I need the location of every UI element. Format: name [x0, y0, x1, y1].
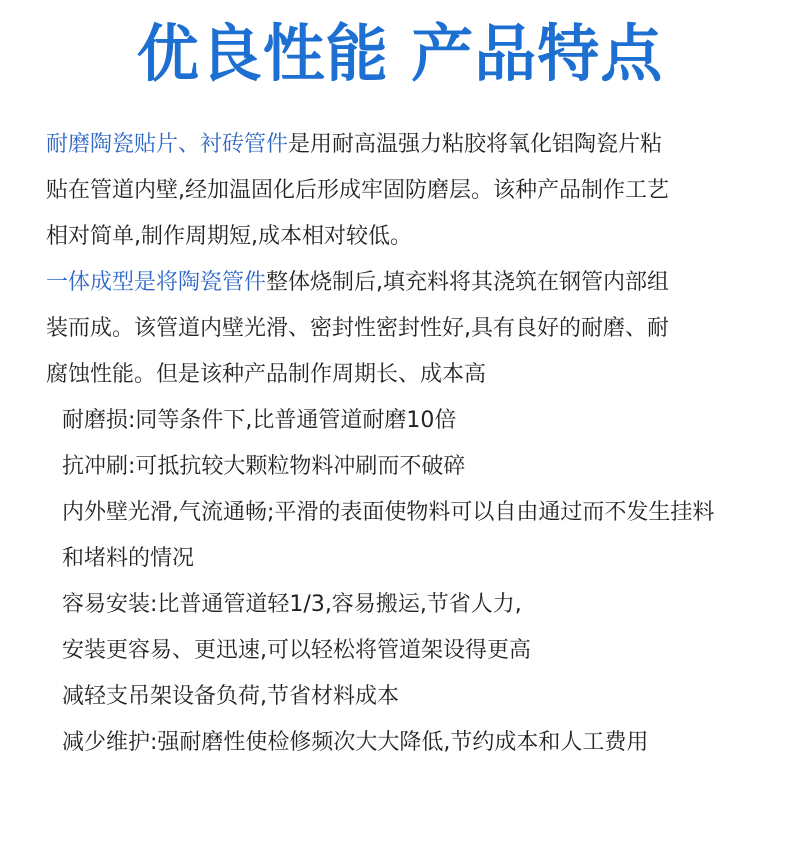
highlight-text: 耐磨陶瓷贴片、衬砖管件 [46, 132, 289, 157]
paragraph-ceramic-lining [0, 122, 800, 260]
paragraph-line [0, 122, 800, 168]
feature-item: 内外壁光滑,气流通畅;平滑的表面使物料可以自由通过而不发生挂料 [62, 500, 715, 525]
paragraph-line: 装而成。该管道内壁光滑、密封性密封性好,具有良好的耐磨、耐 [46, 316, 669, 341]
paragraph-text: 是用耐高温强力粘胶将氧化铝陶瓷片粘 [288, 132, 663, 157]
feature-item: 减少维护:强耐磨性使检修频次大大降低,节约成本和人工费用 [62, 730, 649, 755]
feature-item: 减轻支吊架设备负荷,节省材料成本 [62, 684, 399, 709]
highlight-text: 一体成型是将陶瓷管件 [46, 270, 267, 295]
paragraph-line: 腐蚀性能。但是该种产品制作周期长、成本高 [46, 362, 487, 387]
paragraph-integral-molding [0, 260, 800, 398]
feature-item: 抗冲刷:可抵抗较大颗粒物料冲刷而不破碎 [62, 454, 466, 479]
paragraph-text: 整体烧制后,填充料将其浇筑在钢管内部组 [266, 270, 670, 295]
feature-item: 和堵料的情况 [62, 546, 195, 571]
feature-item: 耐磨损:同等条件下,比普通管道耐磨10倍 [62, 408, 457, 433]
feature-item: 容易安装:比普通管道轻1/3,容易搬运,节省人力, [62, 592, 522, 617]
paragraph-line: 相对简单,制作周期短,成本相对较低。 [46, 224, 412, 249]
feature-item: 安装更容易、更迅速,可以轻松将管道架设得更高 [62, 638, 531, 663]
feature-list [0, 398, 800, 766]
paragraph-line [0, 260, 800, 306]
paragraph-line: 贴在管道内壁,经加温固化后形成牢固防磨层。该种产品制作工艺 [46, 178, 669, 203]
content [0, 122, 800, 766]
page-title: 优良性能 产品特点 [136, 17, 664, 90]
